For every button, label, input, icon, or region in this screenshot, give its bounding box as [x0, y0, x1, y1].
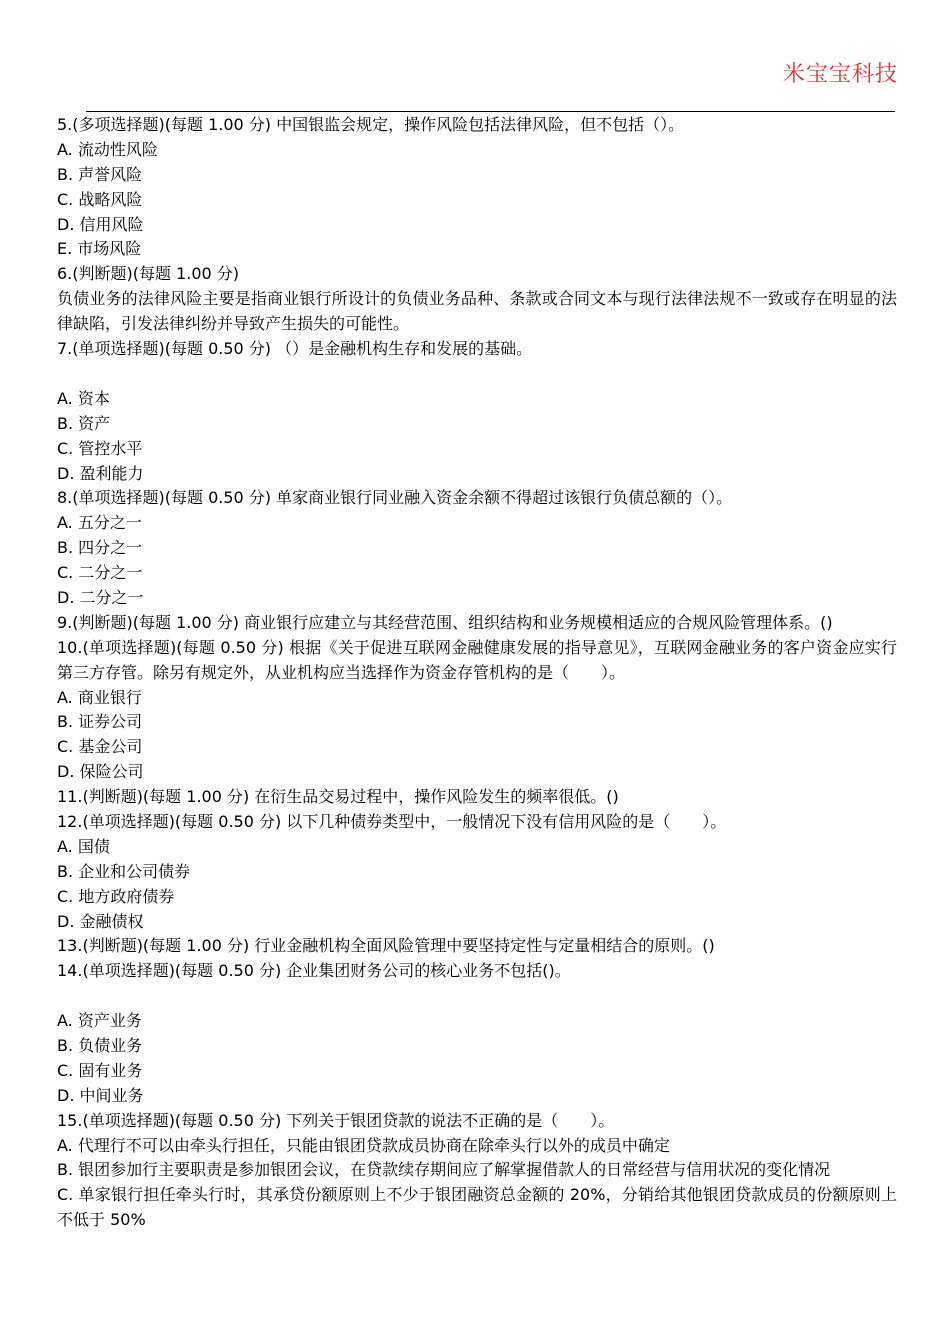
- question-15-option-b: B. 银团参加行主要职责是参加银团会议，在贷款续存期间应了解掌握借款人的日常经营与信用状况的变化情况: [57, 1160, 831, 1180]
- question-6-body: 负债业务的法律风险主要是指商业银行所设计的负债业务品种、条款或合同文本与现行法律法规不一致或存在明显的法律缺陷，引发法律纠纷并导致产生损失的可能性。: [57, 289, 897, 334]
- question-12-option-a: A. 国债: [57, 836, 110, 856]
- question-15-option-c: C. 单家银行担任牵头行时，其承贷份额原则上不少于银团融资总金额的 20%，分销给其他银团贷款成员的份额原则上不低于 50%: [57, 1185, 897, 1230]
- question-7-option-d: D. 盈利能力: [57, 463, 144, 483]
- question-15-stem: 15.(单项选择题)(每题 0.50 分) 下列关于银团贷款的说法不正确的是（ ）。: [57, 1110, 615, 1130]
- question-5-stem: 5.(多项选择题)(每题 1.00 分) 中国银监会规定，操作风险包括法律风险，但不包括（）。: [57, 115, 685, 134]
- question-10-stem: 10.(单项选择题)(每题 0.50 分) 根据《关于促进互联网金融健康发展的指导意见》，互联网金融业务的客户资金应实行第三方存管。除另有规定外，从业机构应当选择作为资金存管机构的是（ ）。: [57, 637, 897, 682]
- question-7-stem: 7.(单项选择题)(每题 0.50 分) （）是金融机构生存和发展的基础。: [57, 339, 533, 359]
- question-8-option-b: B. 四分之一: [57, 538, 143, 558]
- question-list: [57, 113, 897, 1233]
- question-8-option-c: C. 二分之一: [57, 563, 143, 583]
- question-5-option-a: A. 流动性风险: [57, 139, 158, 159]
- blank-line: [57, 362, 897, 387]
- question-7-option-b: B. 资产: [57, 413, 111, 433]
- question-5-option-c: C. 战略风险: [57, 189, 143, 209]
- question-9-stem: 9.(判断题)(每题 1.00 分) 商业银行应建立与其经营范围、组织结构和业务规模相适应的合规风险管理体系。(): [57, 612, 833, 632]
- question-5-option-b: B. 声誉风险: [57, 164, 143, 184]
- question-8-option-d: D. 二分之一: [57, 587, 144, 607]
- question-10-option-d: D. 保险公司: [57, 762, 144, 782]
- question-14-stem: 14.(单项选择题)(每题 0.50 分) 企业集团财务公司的核心业务不包括()。: [57, 961, 571, 981]
- question-14-option-c: C. 固有业务: [57, 1060, 143, 1080]
- question-12-stem: 12.(单项选择题)(每题 0.50 分) 以下几种债券类型中，一般情况下没有信用风险的是（ ）。: [57, 812, 727, 832]
- question-12-option-b: B. 企业和公司债券: [57, 861, 191, 881]
- question-7-option-a: A. 资本: [57, 388, 110, 408]
- question-13-stem: 13.(判断题)(每题 1.00 分) 行业金融机构全面风险管理中要坚持定性与定量相结合的原则。(): [57, 936, 715, 956]
- question-5-option-e: E. 市场风险: [57, 239, 142, 259]
- question-12-option-d: D. 金融债权: [57, 911, 144, 931]
- header-rule: [86, 111, 895, 112]
- question-14-option-b: B. 负债业务: [57, 1036, 143, 1056]
- blank-line: [57, 984, 897, 1009]
- question-10-option-c: C. 基金公司: [57, 737, 143, 757]
- question-8-stem: 8.(单项选择题)(每题 0.50 分) 单家商业银行同业融入资金余额不得超过该银行负债总额的（）。: [57, 488, 733, 508]
- question-5-option-d: D. 信用风险: [57, 214, 144, 234]
- question-14-option-d: D. 中间业务: [57, 1085, 144, 1105]
- question-8-option-a: A. 五分之一: [57, 513, 142, 533]
- question-6-stem: 6.(判断题)(每题 1.00 分): [57, 264, 240, 284]
- question-7-option-c: C. 管控水平: [57, 438, 143, 458]
- question-10-option-b: B. 证券公司: [57, 712, 143, 732]
- question-15-option-a: A. 代理行不可以由牵头行担任，只能由银团贷款成员协商在除牵头行以外的成员中确定: [57, 1135, 670, 1155]
- question-11-stem: 11.(判断题)(每题 1.00 分) 在衍生品交易过程中，操作风险发生的频率很低。(): [57, 787, 619, 807]
- question-10-option-a: A. 商业银行: [57, 687, 142, 707]
- question-12-option-c: C. 地方政府债券: [57, 886, 175, 906]
- brand-watermark: 米宝宝科技: [782, 62, 898, 87]
- question-14-option-a: A. 资产业务: [57, 1011, 142, 1031]
